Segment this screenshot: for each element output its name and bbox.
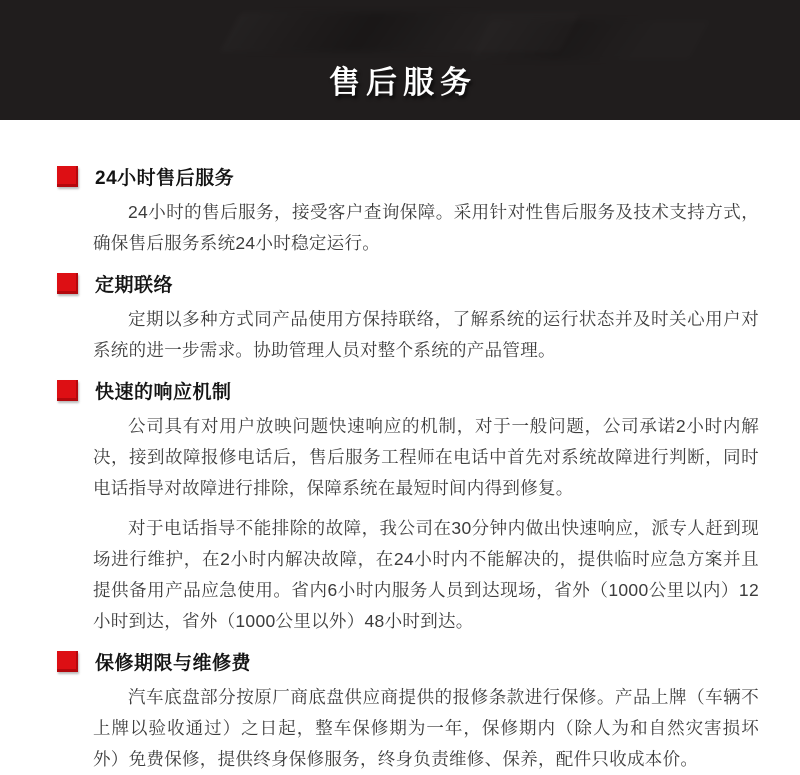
service-section	[57, 268, 758, 366]
section-header-row	[57, 646, 758, 676]
red-square-bullet-icon	[57, 380, 78, 401]
section-heading: 定期联络	[95, 274, 174, 296]
service-section	[57, 161, 758, 259]
section-heading: 保修期限与维修费	[95, 652, 252, 674]
service-section	[57, 646, 758, 775]
section-header-row	[57, 375, 758, 405]
section-paragraph: 汽车底盘部分按原厂商底盘供应商提供的报修条款进行保修。产品上牌（车辆不上牌以验收通过）之日起，整车保修期为一年，保修期内（除人为和自然灾害损坏外）免费保修，提供终身保修服务，终身负责维修、保养，配件只收成本价。	[93, 687, 759, 769]
section-heading: 24小时售后服务	[95, 167, 235, 189]
section-paragraph: 对于电话指导不能排除的故障，我公司在30分钟内做出快速响应，派专人赶到现场进行维护，在2小时内解决故障，在24小时内不能解决的，提供临时应急方案并且提供备用产品应急使用。省内6小时内服务人员到达现场，省外（1000公里以内）12小时到达，省外（1000公里以外）48小时到达。	[93, 518, 759, 631]
section-heading: 快速的响应机制	[95, 381, 232, 403]
section-paragraphs	[93, 682, 759, 775]
section-paragraph: 24小时的售后服务，接受客户查询保障。采用针对性售后服务及技术支持方式，确保售后服务系统24小时稳定运行。	[93, 202, 759, 253]
service-sections	[0, 120, 800, 775]
page-header	[0, 0, 800, 120]
page-title: 售后服务	[329, 65, 477, 100]
section-paragraphs	[93, 411, 759, 637]
section-paragraphs	[93, 197, 759, 259]
service-section	[57, 375, 758, 637]
section-header-row	[57, 268, 758, 298]
section-paragraph: 公司具有对用户放映问题快速响应的机制，对于一般问题，公司承诺2小时内解决，接到故障报修电话后，售后服务工程师在电话中首先对系统故障进行判断，同时电话指导对故障进行排除，保障系统在最短时间内得到修复。	[93, 416, 759, 498]
red-square-bullet-icon	[57, 166, 78, 187]
header-watermark	[219, 12, 580, 52]
section-paragraph: 定期以多种方式同产品使用方保持联络，了解系统的运行状态并及时关心用户对系统的进一步需求。协助管理人员对整个系统的产品管理。	[93, 309, 759, 360]
red-square-bullet-icon	[57, 273, 78, 294]
header-watermark	[469, 20, 710, 60]
red-square-bullet-icon	[57, 651, 78, 672]
section-header-row	[57, 161, 758, 191]
section-paragraphs	[93, 304, 759, 366]
